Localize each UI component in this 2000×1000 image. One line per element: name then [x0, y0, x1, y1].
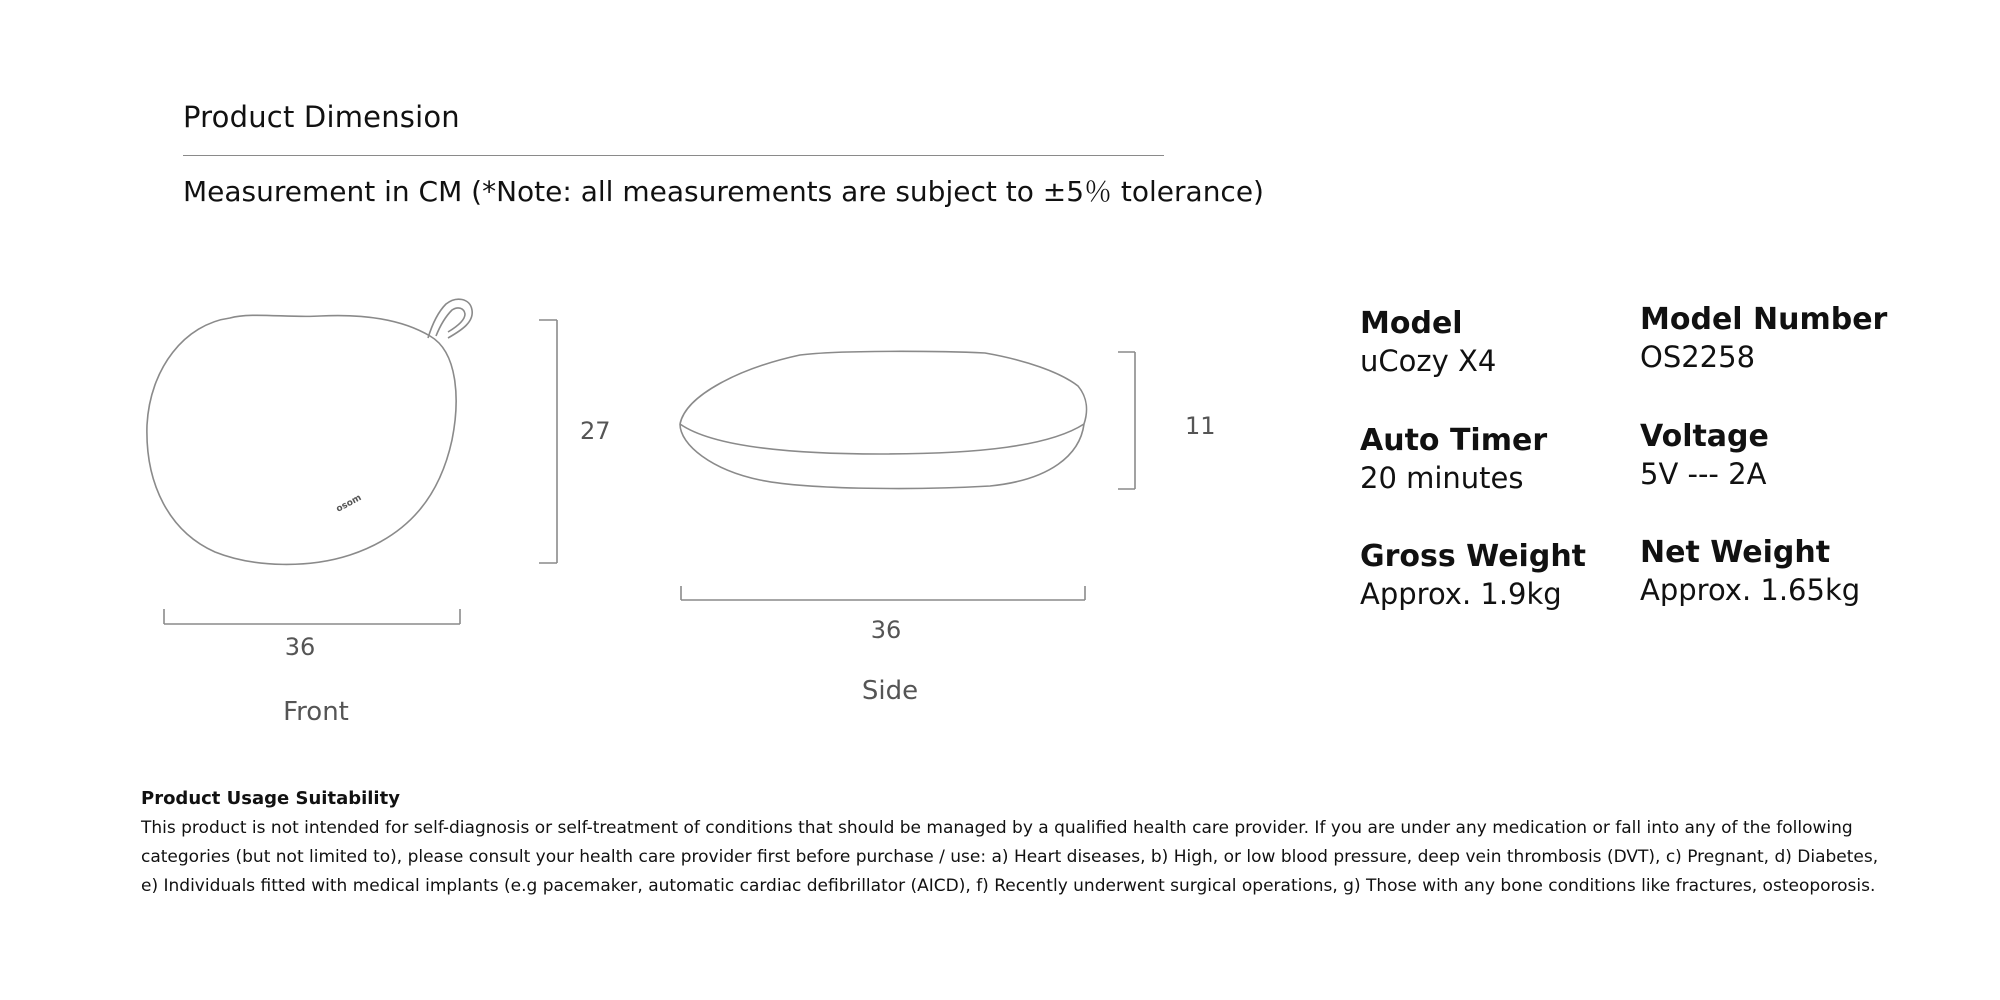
spec-model-number	[1640, 302, 1887, 376]
spec-gross-weight-label: Gross Weight	[1360, 539, 1587, 574]
side-seam	[680, 424, 1084, 454]
spec-auto-timer-value: 20 minutes	[1360, 461, 1524, 495]
side-top-outline	[680, 351, 1086, 424]
spec-model-number-value: OS2258	[1640, 340, 1756, 374]
spec-model	[1360, 306, 1496, 380]
measurement-note: Measurement in CM (*Note: all measurements are subject to ±5％ tolerance)	[183, 175, 1264, 208]
front-view-label: Front	[283, 697, 349, 727]
side-view-label: Side	[861, 676, 919, 706]
spec-net-weight-value: Approx. 1.65kg	[1640, 573, 1861, 607]
spec-voltage	[1640, 419, 1769, 493]
spec-model-value: uCozy X4	[1360, 344, 1497, 378]
side-width-value: 36	[870, 616, 902, 644]
usage-section	[141, 786, 1881, 901]
spec-auto-timer-label: Auto Timer	[1360, 423, 1548, 458]
front-height-value: 27	[580, 417, 611, 445]
usage-disclaimer: This product is not intended for self-diagnosis or self-treatment of conditions that should be managed by a qualified health care provider. If you are under any medication or fall into any of the following categories (but not limited to), please consult your health care provider first before purchase / use: a) Heart diseases, b) High, or low blood pressure, deep vein thrombosis (DVT), c) Pregnant, d) Diabetes, e) Individuals fitted with medical implants (e.g pacemaker, automatic cardiac defibrillator (AICD), f) Recently underwent surgical operations, g) Those with any bone conditions like fractures, osteoporosis.	[141, 818, 1879, 896]
side-height-value: 11	[1185, 412, 1216, 440]
spec-voltage-value: 5V --- 2A	[1640, 457, 1767, 491]
spec-voltage-label: Voltage	[1640, 419, 1769, 454]
front-width-value: 36	[284, 633, 316, 661]
front-view	[147, 299, 557, 624]
spec-auto-timer	[1360, 423, 1547, 497]
side-view	[680, 351, 1135, 600]
spec-gross-weight-value: Approx. 1.9kg	[1360, 577, 1562, 611]
spec-model-number-label: Model Number	[1640, 302, 1888, 337]
spec-net-weight	[1640, 535, 1860, 609]
side-bottom-outline	[680, 424, 1084, 488]
usage-title: Product Usage Suitability	[141, 788, 400, 809]
brand-logo: osom	[334, 493, 364, 515]
spec-model-label: Model	[1360, 306, 1463, 341]
spec-net-weight-label: Net Weight	[1640, 535, 1831, 570]
dimension-drawings	[0, 0, 1240, 760]
hang-loop-icon	[428, 299, 472, 338]
front-body-outline	[147, 315, 456, 564]
spec-gross-weight	[1360, 539, 1586, 613]
page-title: Product Dimension	[183, 100, 460, 134]
